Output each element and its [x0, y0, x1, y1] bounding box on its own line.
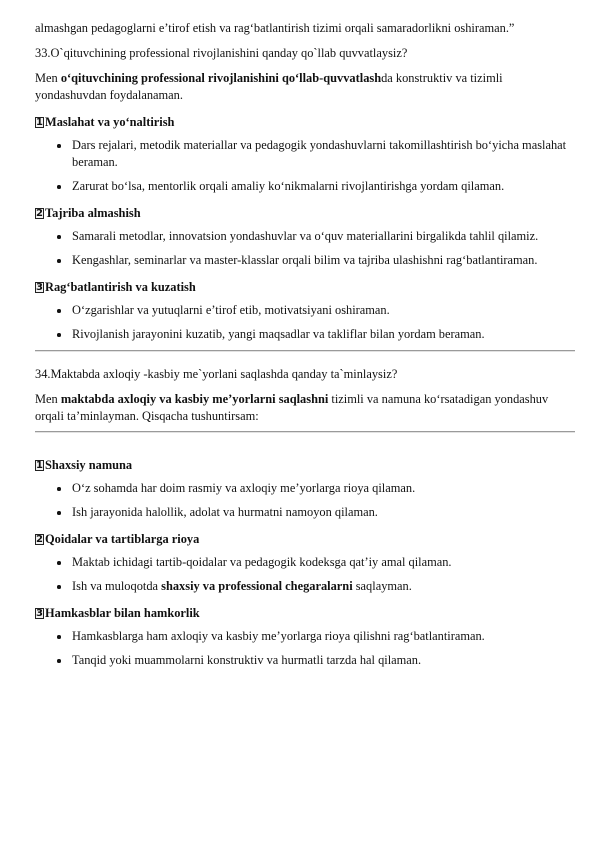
bullet-icon — [57, 333, 61, 337]
intro-33-pre: Men — [35, 71, 61, 85]
horizontal-divider — [35, 350, 575, 352]
bullet-icon — [57, 309, 61, 313]
number-badge-icon: 2 — [36, 534, 43, 545]
bullet-icon — [57, 511, 61, 515]
bullet-icon — [57, 659, 61, 663]
section-title: Rag‘batlantirish va kuzatish — [45, 280, 196, 294]
number-badge-icon: 3 — [36, 608, 43, 619]
list-item: Tanqid yoki muammolarni konstruktiv va hurmatli tarzda hal qilaman. — [35, 652, 572, 669]
section-title: Qoidalar va tartiblarga rioya — [45, 532, 200, 546]
section-title: Hamkasblar bilan hamkorlik — [45, 606, 200, 620]
list-item-text: Dars rejalari, metodik materiallar va pedagogik yondashuvlarni takomillashtirish bo‘yicha maslahat beraman. — [72, 138, 567, 169]
intro-33 — [35, 70, 575, 104]
intro-34-bold: maktabda axloqiy va kasbiy me’yorlarni saqlashni — [60, 392, 329, 406]
list-item-text: O‘zgarishlar va yutuqlarni e’tirof etib, motivatsiyani oshiraman. — [72, 303, 390, 317]
bullet-list — [35, 228, 575, 269]
number-badge-icon: 1 — [36, 117, 43, 128]
section-heading-34-2 — [35, 531, 575, 548]
list-item — [35, 302, 572, 319]
list-item: O‘z sohamda har doim rasmiy va axloqiy me’yorlarga rioya qilaman. — [35, 480, 572, 497]
section-title: Maslahat va yo‘naltirish — [45, 115, 175, 129]
list-item-text: Rivojlanish jarayonini kuzatib, yangi maqsadlar va takliflar bilan yordam beraman. — [72, 327, 485, 341]
bullet-list — [35, 302, 575, 343]
list-item — [35, 228, 572, 245]
bullet-icon — [57, 185, 61, 189]
horizontal-divider — [35, 431, 575, 433]
list-item: Hamkasblarga ham axloqiy va kasbiy me’yorlarga rioya qilishni rag‘batlantiraman. — [35, 628, 572, 645]
bullet-list — [35, 480, 575, 521]
question-33: 33.O`qituvchining professional rivojlanishini qanday qo`llab quvvatlaysiz? — [35, 46, 408, 60]
number-badge-icon: 1 — [36, 460, 43, 471]
bullet-list — [35, 137, 575, 195]
intro-34-pre: Men — [35, 392, 61, 406]
list-item: Ish jarayonida halollik, adolat va hurmatni namoyon qilaman. — [35, 504, 572, 521]
section-title: Tajriba almashish — [45, 206, 141, 220]
list-item — [35, 137, 572, 171]
list-item — [35, 252, 572, 269]
bullet-icon — [57, 487, 61, 491]
section-title: Shaxsiy namuna — [45, 458, 133, 472]
bullet-icon — [57, 585, 61, 589]
bullet-icon — [57, 635, 61, 639]
section-heading-33-1 — [35, 114, 575, 131]
list-item-text: Kengashlar, seminarlar va master-klasslar orqali bilim va tajriba ulashishni rag‘batlantiraman. — [72, 253, 538, 267]
list-item: Maktab ichidagi tartib-qoidalar va pedagogik kodeksga qat’iy amal qilaman. — [35, 554, 572, 571]
bullet-list — [35, 628, 575, 669]
list-item — [35, 178, 572, 195]
list-item-text: Zarurat bo‘lsa, mentorlik orqali amaliy ko‘nikmalarni rivojlantirishga yordam qilaman. — [72, 179, 505, 193]
intro-33-bold: o‘qituvchining professional rivojlanishini qo‘llab-quvvatlash — [60, 71, 382, 85]
bullet-list — [35, 554, 575, 595]
bullet-icon — [57, 144, 61, 148]
list-item: Ish va muloqotda shaxsiy va professional chegaralarni saqlayman. — [35, 578, 572, 595]
question-34: 34.Maktabda axloqiy -kasbiy me`yorlani saqlashda qanday ta`minlaysiz? — [35, 367, 398, 381]
bullet-icon — [57, 561, 61, 565]
bullet-icon — [57, 235, 61, 239]
number-badge-icon: 3 — [36, 282, 43, 293]
intro-34-post: tizimli va namuna ko‘rsatadigan yondashuv orqali ta’minlayman. Qisqacha tushuntirsam: — [35, 392, 549, 423]
document-page — [35, 20, 575, 676]
number-badge-icon: 2 — [36, 208, 43, 219]
section-heading-33-3 — [35, 279, 575, 296]
intro-34 — [35, 391, 575, 425]
list-item-text: Samarali metodlar, innovatsion yondashuvlar va o‘quv materiallarini birgalikda tahlil qilamiz. — [72, 229, 539, 243]
section-heading-33-2 — [35, 205, 575, 222]
section-heading-34-3 — [35, 605, 575, 622]
continuation-text: almashgan pedagoglarni e’tirof etish va rag‘batlantirish tizimi orqali samaradorlikni oshiraman.” — [35, 21, 515, 35]
list-item — [35, 326, 572, 343]
section-heading-34-1 — [35, 457, 575, 474]
intro-33-post: da konstruktiv va tizimli yondashuvdan foydalanaman. — [35, 71, 503, 102]
bullet-icon — [57, 259, 61, 263]
